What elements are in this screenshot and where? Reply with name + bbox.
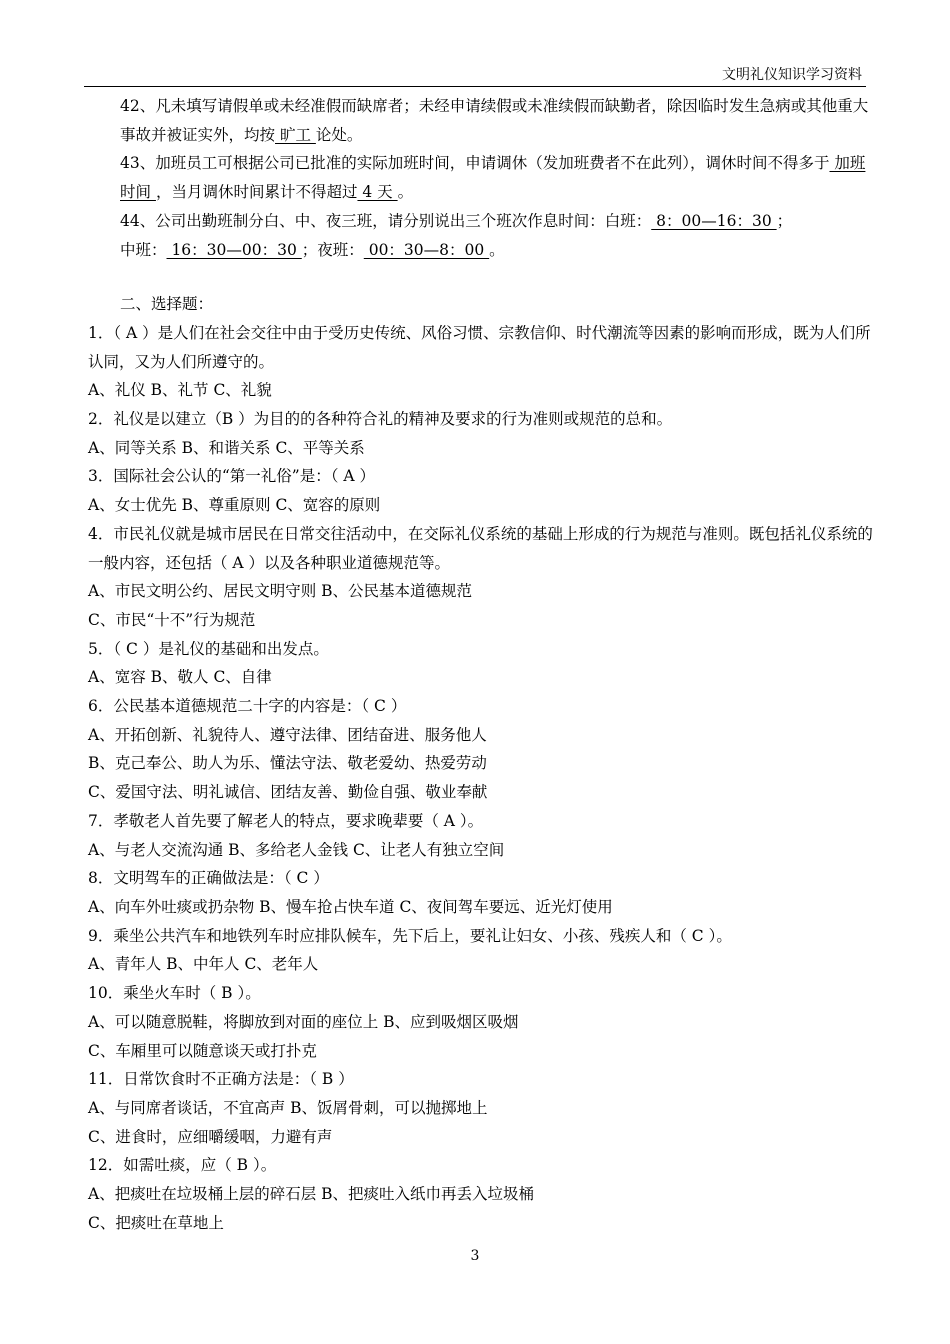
question-4-options: C、市民“十不”行为规范 <box>88 610 256 629</box>
fill-question-43 <box>88 149 878 206</box>
question-12-options: C、把痰吐在草地上 <box>88 1213 224 1232</box>
question-12: 12．如需吐痰，应（ B ）。 <box>88 1156 277 1175</box>
fill-question-44-line2 <box>88 236 878 265</box>
question-11-options: A、与同席者谈话，不宜高声 B、饭屑骨刺，可以抛掷地上 <box>88 1098 488 1117</box>
question-list <box>88 319 878 1238</box>
question-4: 4．市民礼仪就是城市居民在日常交往活动中，在交际礼仪系统的基础上形成的行为规范与准则。既包括礼仪系统的一般内容，还包括（ A ）以及各种职业道德规范等。 <box>88 524 873 572</box>
q43-text: 43、加班员工可根据公司已批准的实际加班时间，申请调休（发加班费者不在此列），调休时间不得多于 <box>120 154 830 173</box>
q43-text-end: 。 <box>397 183 414 202</box>
section-title: 二、选择题： <box>120 295 214 314</box>
question-6-options: C、爱国守法、明礼诚信、团结友善、勤俭自强、敬业奉献 <box>88 783 488 802</box>
header-rule <box>84 86 866 87</box>
question-10-options: C、车厢里可以随意谈天或打扑克 <box>88 1041 317 1060</box>
question-12-options: A、把痰吐在垃圾桶上层的碎石层 B、把痰吐入纸巾再丢入垃圾桶 <box>88 1185 535 1204</box>
q44-mid-label: 中班： <box>120 240 167 259</box>
question-7: 7．孝敬老人首先要了解老人的特点，要求晚辈要（ A ）。 <box>88 811 484 830</box>
question-8: 8．文明驾车的正确做法是：（ C ） <box>88 869 329 888</box>
question-2-options: A、同等关系 B、和谐关系 C、平等关系 <box>88 438 365 457</box>
page-content <box>88 92 878 1237</box>
q42-text: 42、凡未填写请假单或未经准假而缺席者；未经申请续假或未准续假而缺勤者，除因临时发生急病或其他重大事故并被证实外，均按 <box>120 97 869 144</box>
page-number: 3 <box>470 1248 480 1264</box>
running-header: 文明礼仪知识学习资料 <box>722 67 862 83</box>
question-6-options: B、克己奉公、助人为乐、懂法守法、敬老爱幼、热爱劳动 <box>88 754 487 773</box>
question-9-options: A、青年人 B、中年人 C、老年人 <box>88 955 319 974</box>
q44-answer-day-shift: 8：00—16：30 <box>651 211 777 230</box>
question-2: 2．礼仪是以建立（B ）为目的的各种符合礼的精神及要求的行为准则或规范的总和。 <box>88 410 673 429</box>
q44-text: 44、公司出勤班制分白、中、夜三班，请分别说出三个班次作息时间：白班： <box>120 211 652 230</box>
question-11: 11．日常饮食时不正确方法是：（ B ） <box>88 1070 354 1089</box>
q44-answer-mid-shift: 16：30—00：30 <box>166 240 302 259</box>
q43-answer-blank-1: 加班时间 <box>120 154 866 202</box>
question-5-options: A、宽容 B、敬人 C、自律 <box>88 668 272 687</box>
question-1: 1．（ A ）是人们在社会交往中由于受历史传统、风俗习惯、宗教信仰、时代潮流等因素的影响而形成，既为人们所认同，又为人们所遵守的。 <box>88 323 871 371</box>
q43-text-mid: ，当月调休时间累计不得超过 <box>155 183 358 202</box>
question-11-options: C、进食时，应细嚼缓咽，力避有声 <box>88 1127 333 1146</box>
q44-answer-night-shift: 00：30—8：00 <box>363 240 490 259</box>
question-6: 6．公民基本道德规范二十字的内容是：（ C ） <box>88 697 407 716</box>
q44-text-end: 。 <box>489 240 505 259</box>
q44-night-label: ；夜班： <box>301 240 364 259</box>
question-7-options: A、与老人交流沟通 B、多给老人金钱 C、让老人有独立空间 <box>88 840 505 859</box>
question-9: 9．乘坐公共汽车和地铁列车时应排队候车，先下后上，要礼让妇女、小孩、残疾人和（ C ）。 <box>88 926 732 945</box>
q42-text-end: 论处。 <box>315 125 363 144</box>
question-4-options: A、市民文明公约、居民文明守则 B、公民基本道德规范 <box>88 582 473 601</box>
q42-answer-blank: 旷工 <box>275 125 316 144</box>
question-1-options: A、礼仪 B、礼节 C、礼貌 <box>88 381 272 400</box>
fill-question-44-line1 <box>88 207 878 236</box>
question-10: 10．乘坐火车时（ B ）。 <box>88 984 261 1003</box>
question-5: 5．（ C ）是礼仪的基础和出发点。 <box>88 639 329 658</box>
question-10-options: A、可以随意脱鞋，将脚放到对面的座位上 B、应到吸烟区吸烟 <box>88 1012 519 1031</box>
section-gap <box>88 264 878 290</box>
question-3-options: A、女士优先 B、尊重原则 C、宽容的原则 <box>88 496 381 515</box>
question-8-options: A、向车外吐痰或扔杂物 B、慢车抢占快车道 C、夜间驾车要远、近光灯使用 <box>88 897 613 916</box>
question-6-options: A、开拓创新、礼貌待人、遵守法律、团结奋进、服务他人 <box>88 725 487 744</box>
fill-question-42 <box>88 92 878 149</box>
question-3: 3．国际社会公认的“第一礼俗”是：（ A ） <box>88 467 376 486</box>
q43-answer-blank-2: 4 天 <box>357 183 398 202</box>
q44-text-sep: ； <box>776 211 793 230</box>
